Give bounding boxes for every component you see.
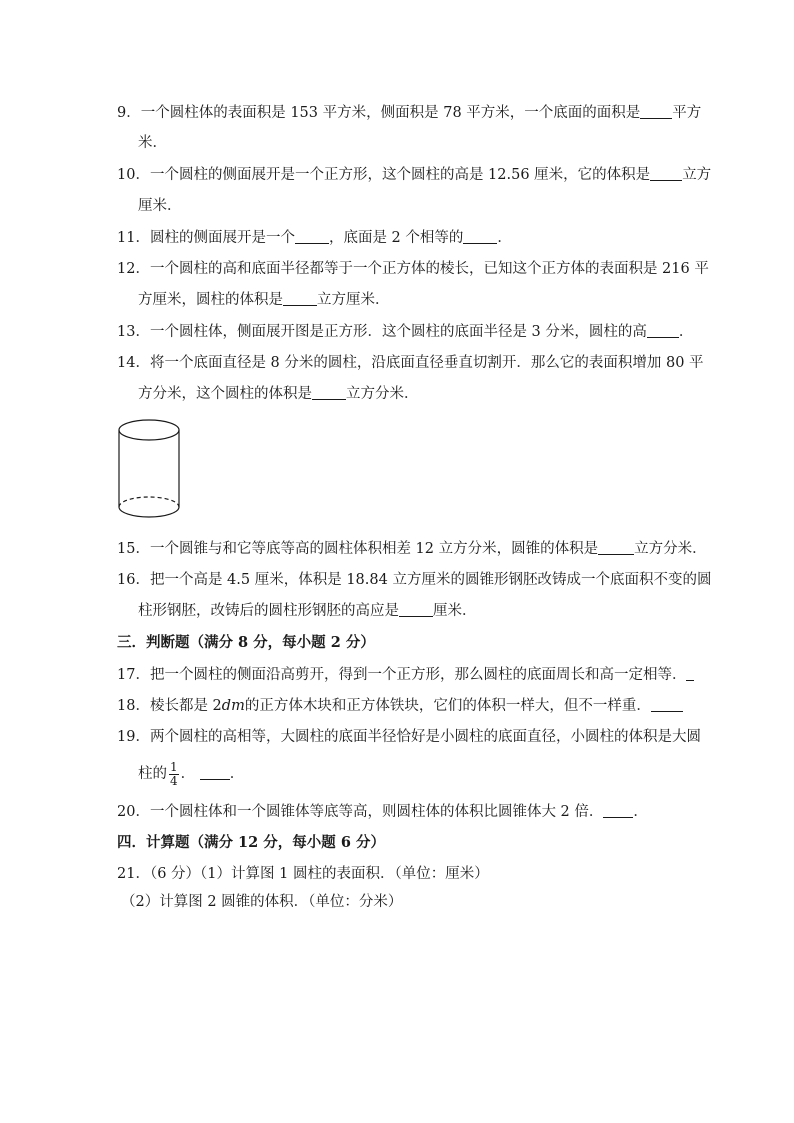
- question-16-cont: 柱形钢胚，改铸后的圆柱形钢胚的高应是 厘米．: [138, 603, 477, 619]
- answer-blank: [463, 229, 497, 244]
- question-10-cont: 厘米．: [138, 198, 182, 214]
- question-21-part-1: 21．（6 分）（1）计算图 1 圆柱的表面积．（单位：厘米）: [117, 866, 489, 882]
- answer-blank: [312, 385, 346, 400]
- answer-blank: [651, 697, 683, 712]
- cylinder-figure: [117, 415, 189, 525]
- answer-blank: [603, 803, 633, 818]
- section-4-heading: 四．计算题（满分 12 分，每小题 6 分）: [117, 834, 385, 851]
- question-10: 10．一个圆柱的侧面展开是一个正方形，这个圆柱的高是 12.56 厘米，它的体积是 立方: [117, 167, 712, 183]
- answer-blank: [598, 540, 634, 555]
- question-11: 11．圆柱的侧面展开是一个 ，底面是 2 个相等的 ．: [117, 230, 512, 246]
- question-19-cont: 柱的 $\frac{1}{4}$ ． ．: [138, 759, 245, 788]
- section-3-heading: 三．判断题（满分 8 分，每小题 2 分）: [117, 634, 375, 651]
- answer-blank: [640, 104, 672, 119]
- question-20: 20．一个圆柱体和一个圆锥体等底等高，则圆柱体的体积比圆锥体大 2 倍． ．: [117, 804, 648, 820]
- question-16: 16．把一个高是 4.5 厘米，体积是 18.84 立方厘米的圆锥形钢胚改铸成一个底面积不变的圆: [117, 572, 712, 588]
- answer-blank: [200, 765, 230, 780]
- question-17: 17．把一个圆柱的侧面沿高剪开，得到一个正方形，那么圆柱的底面周长和高一定相等．: [117, 665, 694, 685]
- question-14-cont: 方分米，这个圆柱的体积是 立方分米．: [138, 386, 419, 402]
- question-13: 13．一个圆柱体，侧面展开图是正方形．这个圆柱的底面半径是 3 分米，圆柱的高 ．: [117, 324, 694, 340]
- answer-blank: [399, 602, 433, 617]
- question-9: 9．一个圆柱体的表面积是 153 平方米，侧面积是 78 平方米，一个底面的面积是 平方: [117, 105, 702, 121]
- answer-blank: [295, 229, 329, 244]
- answer-blank: [686, 666, 694, 681]
- question-12-cont: 方厘米，圆柱的体积是 立方厘米．: [138, 292, 390, 308]
- cylinder-bottom-back-dashed: [119, 497, 179, 507]
- answer-blank: [647, 323, 679, 338]
- question-9-cont: 米．: [138, 135, 167, 151]
- question-15: 15．一个圆锥与和它等底等高的圆柱体积相差 12 立方分米，圆锥的体积是 立方分米．: [117, 541, 707, 557]
- cylinder-top-ellipse: [119, 420, 179, 440]
- question-14: 14．将一个底面直径是 8 分米的圆柱，沿底面直径垂直切割开．那么它的表面积增加 80 平: [117, 355, 704, 371]
- question-12: 12．一个圆柱的高和底面半径都等于一个正方体的棱长，已知这个正方体的表面积是 216 平: [117, 261, 709, 277]
- question-21-part-2: （2）计算图 2 圆锥的体积．（单位：分米）: [121, 894, 403, 910]
- fraction-one-quarter: $\frac{1}{4}$: [170, 759, 178, 788]
- question-19: 19．两个圆柱的高相等，大圆柱的底面半径恰好是小圆柱的底面直径，小圆柱的体积是大圆: [117, 729, 701, 745]
- answer-blank: [283, 291, 317, 306]
- answer-blank: [650, 166, 682, 181]
- question-18: 18．棱长都是 2dm的正方体木块和正方体铁块，它们的体积一样大，但不一样重．: [117, 696, 683, 716]
- cylinder-bottom-front: [119, 507, 179, 517]
